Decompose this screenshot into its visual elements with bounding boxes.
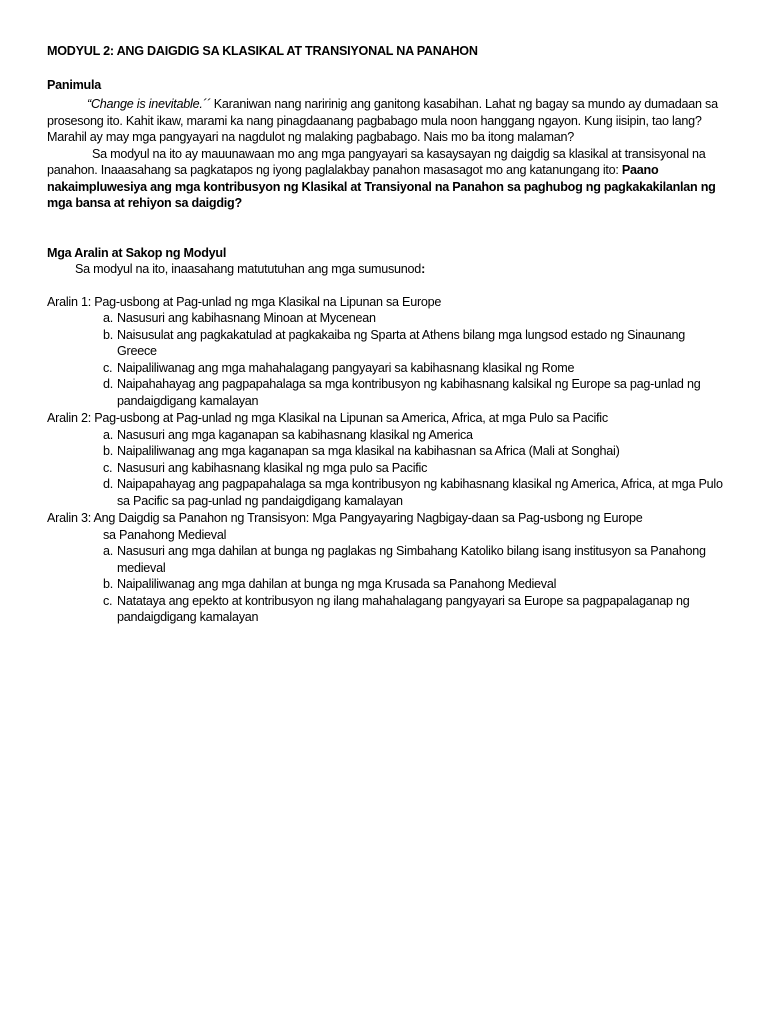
panimula-paragraph-2	[47, 146, 727, 212]
objective-text: Natataya ang epekto at kontribusyon ng ilang mahahalagang pangyayari sa Europe sa pagpapalaganap ng pandaigdigang kamalayan	[117, 593, 690, 624]
quote-text: “Change is inevitable.´´	[87, 97, 211, 111]
intro-text: Sa modyul na ito, inaasahang matututuhan ang mga sumusunod	[75, 262, 422, 276]
objective-item	[47, 310, 727, 327]
lesson-block	[47, 510, 727, 626]
objective-marker: a.	[103, 544, 114, 558]
paragraph-2-text: Sa modyul na ito ay mauunawaan mo ang mga pangyayari sa kasaysayan ng daigdig sa klasikal at transisyonal na panahon. Inaaasahang sa pagkatapos ng iyong paglalakbay panahon masasagot mo ang katanungang ito:	[47, 146, 706, 177]
lesson-block	[47, 294, 727, 410]
objective-item	[47, 376, 727, 409]
objective-item	[47, 360, 727, 377]
objective-text: Naipaliliwanag ang mga dahilan at bunga ng mga Krusada sa Panahong Medieval	[117, 577, 557, 591]
objective-item	[47, 476, 727, 509]
objective-list	[47, 310, 727, 409]
objective-item	[47, 576, 727, 593]
panimula-paragraph-1	[47, 96, 727, 146]
lesson-title: Aralin 2: Pag-usbong at Pag-unlad ng mga Klasikal na Lipunan sa America, Africa, at mga Pulo sa Pacific	[47, 411, 608, 425]
objective-text: Naipaliliwanag ang mga mahahalagang pangyayari sa kabihasnang klasikal ng Rome	[117, 360, 575, 375]
objective-item	[47, 543, 727, 576]
objective-text: Naipapahayag ang pagpapahalaga sa mga kontribusyon ng kabihasnang klasikal ng America, Africa, at mga Pulo sa Pacific sa pag-unlad ng pandaigdigang kamalayan	[117, 477, 723, 508]
objective-marker: c.	[103, 460, 113, 475]
objective-text: Naipaliliwanag ang mga kaganapan sa mga klasikal na kabihasnan sa Africa (Mali at Songhai)	[117, 444, 620, 458]
aralin-section-intro	[47, 261, 727, 278]
objective-text: Nasusuri ang kabihasnang Minoan at Mycenean	[117, 311, 376, 325]
objective-marker: d.	[103, 477, 114, 491]
lesson-block	[47, 410, 727, 509]
objective-text: Nasusuri ang mga kaganapan sa kabihasnang klasikal ng America	[117, 427, 473, 442]
lesson-title: Aralin 3: Ang Daigdig sa Panahon ng Transisyon: Mga Pangyayaring Nagbigay-daan sa Pag-usbong ng Europe	[47, 511, 643, 525]
objective-marker: b.	[103, 577, 114, 591]
module-title: MODYUL 2: ANG DAIGDIG SA KLASIKAL AT TRANSIYONAL NA PANAHON	[47, 44, 478, 58]
intro-colon: :	[421, 262, 426, 276]
objective-text: Nasusuri ang kabihasnang klasikal ng mga pulo sa Pacific	[117, 460, 428, 475]
objective-list	[47, 543, 727, 626]
objective-item	[47, 443, 727, 460]
aralin-section-heading: Mga Aralin at Sakop ng Modyul	[47, 245, 227, 260]
objective-marker: b.	[103, 327, 114, 342]
objective-marker: c.	[103, 360, 113, 375]
lesson-title: Aralin 1: Pag-usbong at Pag-unlad ng mga Klasikal na Lipunan sa Europe	[47, 294, 442, 309]
lesson-title-continuation: sa Panahong Medieval	[103, 527, 227, 542]
objective-marker: a.	[103, 311, 114, 325]
document-page	[47, 43, 727, 626]
objective-marker: d.	[103, 377, 114, 391]
objective-item	[47, 460, 727, 477]
guiding-question: Paano nakaimpluwesiya ang mga kontribusyon ng Klasikal at Transiyonal na Panahon sa paghubog ng pagkakakilanlan ng mga bansa at rehiyon sa daigdig?	[47, 163, 716, 210]
objective-text: Nasusuri ang mga dahilan at bunga ng paglakas ng Simbahang Katoliko bilang isang institusyon sa Panahong medieval	[117, 544, 706, 575]
objective-marker: c.	[103, 593, 113, 608]
objective-marker: a.	[103, 427, 114, 442]
objective-list	[47, 427, 727, 510]
paragraph-1-text: Karaniwan nang naririnig ang ganitong kasabihan. Lahat ng bagay sa mundo ay dumadaan sa prosesong ito. Kahit ikaw, marami ka nang pinagdaanang pagbabago mula noon hanggang ngayon. Kung iisipin, tao lang? Marahil ay may mga pangyayari na nagdulot ng malaking pagbabago. Nais mo ba itong malaman?	[47, 97, 718, 144]
panimula-heading: Panimula	[47, 77, 101, 92]
objective-item	[47, 427, 727, 444]
objective-text: Naipahahayag ang pagpapahalaga sa mga kontribusyon ng kabihasnang kalsikal ng Europe sa pag-unlad ng pandaigdigang kamalayan	[117, 377, 701, 408]
objective-text: Naisusulat ang pagkakatulad at pagkakaiba ng Sparta at Athens bilang mga lungsod estado ng Sinaunang Greece	[117, 327, 686, 358]
objective-marker: b.	[103, 444, 114, 458]
objective-item	[47, 327, 727, 360]
objective-item	[47, 593, 727, 626]
